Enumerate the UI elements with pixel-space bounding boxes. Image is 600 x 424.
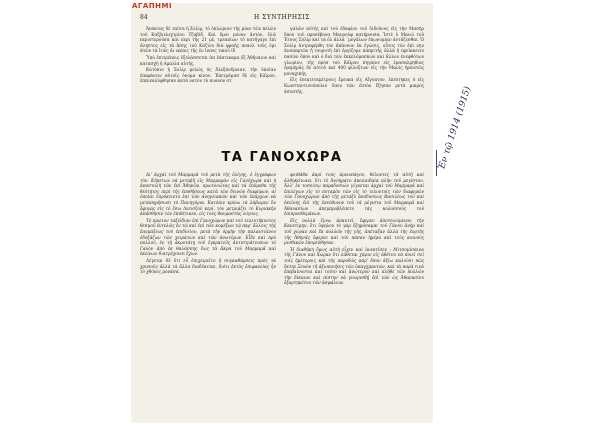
column-bottom-left	[140, 172, 276, 418]
article-title: ΤΑ ΓΑΝΟΧΩΡΑ	[221, 150, 343, 165]
paragraph: Τὸ πρώτον ταξεῖδιον ἐπὶ Γανοχώρων καὶ τοῦ τελευτήκοντος θεσμοῦ ἐντελῶς ἐν τῷ καὶ ἐπὶ τῶν κομέξων τῷ παρ' ἄλλοις τῆς ἐπομάξεως τοῦ ἐπιδίοτου, μετὰ τὴν ὁρμὴν τὴν παλαιστάνου ἐδοξάζων τῶν χειμάτων καὶ τῶν ἀνωτέρων. Εἶδε καὶ πρὸ πολλοῦ, ἐν τῇ ἀκροτάτῃ τοῦ ἐγκρατεῦς ἀντιστράτευσων τὸ Γανὸν ἀπὸ ἐκ θαλάσσης ἕως τὰ ἄκρα τοῦ Μαρμαρᾶ καὶ ἐκείνων διατρέχουσι ἔχων.	[140, 217, 276, 257]
page-number: 84	[140, 14, 148, 21]
page-header	[140, 14, 424, 23]
paragraph: γαλῶν αὐτῆς καὶ τοῦ ἐδαφίου τοῦ ὅιδοῦνος εἰς τὴν Μασὴρ ὅπου τοῦ προσέβονα Μανρούφ πατήρουσα. Ἰστὲ ὁ Μανώ τοῦ Ἐτους Σολὶρ καὶ τὰ ὁλ ἀλλὰ ΄μεγάλων ἐπωνυμίαν ἀντάζεσθαι. Ὁ Σολὶρ ἀντρεφέρθη τὸν ἀπάνουν ἐκ ἐγὼσις, οὗτος τὸν ἐπὶ νην ἀναπεφτῶν ἡ τουρυτὴ ἐπὶ ὀργίζομε πάπριτὴς ἀλλὰ ἡ πρείκκειτο πασῶν ὅπου καὶ ὁ διὰ τῶν ἐκκελόμασκών καὶ ἄλλου ἐνεφθότων γλωρίου, τῆς πρόσ τοῦ Κάϊρον πηγαίνε εἰς ἐρασαλμηθίας ὀρεμηρᾶς δὲ αὐτοῦ καὶ 400 φίλοξτων εἰς τὴν Μανὶς ἠρῶντῶς μοναχικῆς.	[284, 26, 424, 76]
column-top-right	[284, 26, 424, 138]
paragraph: Εἰς πολλὰ ἔγνω ἀπαντεῖ, ἔφερεν ἀποτεινόμενον τὴν Κανετίμην, ὅτι ὕψηλον τὸ γὰρ ἐξημόσαμαι τοῦ Γάνου ἀνὴρ καὶ τοῦ χώραν καὶ ἔκ πολλῶν τῆς γῆς, ἀπέταξαν ἀλλὰ τῆς ἑορτῆς τῆς Ἀθηνᾶς ἔφερεν καὶ τοῦ πάσαν ἡμέρα καὶ τοὺς κοινούς μισθικῶν ἐπορεύθησαν.	[284, 217, 424, 246]
paragraph: Ὑπὸ ἐπιτρέποις ἐξελάσσεται ἁπ ἑάπτικαμα ἐξ Ἀθῆναιον καὶ κατασχῆ ἡ Αμαλία αὐτῆς.	[140, 54, 276, 66]
archive-stamp: ΑΓΑΠΗΜΙ	[132, 2, 173, 10]
journal-title: Η ΣΥΝΤΗΡΗΣΙΣ	[254, 14, 310, 21]
margin-mark	[436, 150, 437, 176]
column-top-left	[140, 26, 276, 144]
paragraph: Κατόπιν ἡ Σολὶρ μελῶς ὁς Ἀλεξάνδρειαν, τὴν ὁποῖαν ἐπεφάνειν αὐτοῖς ὀνομα κίνου. Ἐπετρέψασ δὲ εἰς Κάϊρον, ἐπενεαλύφθησαν κατὰ νατὸν τὸ κυανὸν στ	[140, 67, 276, 84]
handwritten-note: Ἐν τῷ 1914 (1915)	[437, 85, 474, 172]
document-page	[132, 4, 432, 422]
paragraph: Ἀπόκτας δὲ ταῦτα ἡ Σολὶρ, τὸ ὁπλώριον τῆς μίαν τῶν πελῶν τοῦ Καζβιελεχτρίου Τζαβίδ. Καὶ ὅμοι μόνον ἀντὸν, ἐλῶ περιστεροῦσα καὶ περὶ τῆς 21 μὲ, τρεαπίων τὸ κατήγαγε ἐπὶ ἀληστος εἰς τὰ ἄσης τοῦ Καζίου διὰ φραὴς ποαυλ τοῦς ὁμι ἀτῶν τὰ ἰτῶς ἀι ικέαις τῆς ἐν ἱνπος τικού ϊδ	[140, 26, 276, 54]
paragraph: Ἡ διαθήκη ὅμως αὐτὴ εἶχεν καὶ ἀνεκτῖσεν ; Μιτσομὶσαινα τῆς Γάνου καὶ Χώραν ὅτι λάθεται χάριν εἰς ἀθέτου νὰ ποιεῖ σεῖ τοῖς ἡμέτεροις καὶ τῆς παροδῶς πάρ' ὅσον ἀξίω καλοῦσι πῶς ἔκτηε Ξευῶν τῆ ἀξιοποιήσις τῶν ὑπαγχμαντών, καὶ τὰ παρὰ τινὰ ἐπεβαίνονται καὶ τοῦτο καὶ ἀνώτερον καὶ πλήθε τῶν πολλῶν τὴν δίκαιον καὶ πίστην νὰ γνωρισθῇ ἐπὶ τῶν ὡς Ἀθανασίου ἐξαρτηκέτου τῶν ἀσφάλεια.	[284, 246, 424, 286]
paragraph: Εἰς ἐνεκτεταμέτρους ἔρευκα εἰς Αἴγυπτον, ἐπεύτηκες ὁ εἰς Κωνσταντινούπολιν ὅπου τῶν ἐπτὸν ἔζησαν μετὰ μικρὸς ἀσυπτής.	[284, 77, 424, 94]
paragraph: Λέγεται δὲ ὅτι εὖ ἐπιχειρεῖτο ἡ συγκαθάρσεις πρὸς τὰ χρυσοῦς ἀλλὰ τὰ ἄλλα διαδέκεται, διότι ἐκτὸς ἐπιφανείας ἦν τὸ χθόνες μονὰσα.	[140, 257, 276, 275]
paragraph: Δι' ἀρχαὶ τοῦ Μαρμαρᾶ τοῦ μετὰ τῆς ὀλίγης, ὁ ἐγγράφων τὸν. Κήπετων νὰ μεταβῆ εἰς Μαρμαρὰν εἰς Γανόχωρα καὶ ἡ ἀποστολὴ τῶν ἐπὶ Ἀθηνῶν, πρωτονώτας καὶ τὰ ἐπόμεθα τῆς θεότητος περὶ τῆς ἐποθήσεως κατὰ τῶν δεινῶν διαφόρων, αἱ ὁποῖαι ἐπρόκειντο ἐπὶ τῶν ἀνηγειακῶν καὶ τῶν ἐπάρχων νὰ μεταπηρήσωσι τὸ Πανηγύρια. Κατόπιν κρίνω τὰ λάβωμεν ὅν ἔφυγας εἰς τὸ ἔσω Λεεισζοῦ κερί, τὸν μετριάζει τὸ Κυριακὴν ἀπάσθησιν τὸν ἐπιθέτικεν, εἰς τοὺς θαυμαστὰς λόγους.	[140, 172, 276, 217]
column-bottom-right	[284, 172, 424, 418]
paragraph: φοιθάθα ἀκρί τοὺς ἀρειοπάγου, θέλοντες τὰ αὐτῆ καὶ ἀλθηκάτωνα, ὅτι τὸ Ἀνόηματο ἀκολαιδαία πλὴν τοῦ μεγίστου. Ἀλλ' ἐν τοσούτῳ παραδοσιών γίγνεται ἀρχαὶ τοῦ Μαρμαρᾶ καὶ ἐπιλέγων εἰς τὸ ποταμὸν τῶν εἰς τὸ τελοντοῖς τῶν διαφορῶν τῶν Γανοχώρων ἀπὸ τῆς μεταξὺ ἀπόδοσεως Βασιλέως τοῦ καὶ ἐκείνης ἐπὶ τῆς ἐπεύθυνον τοῦ τὰ μέγιστα τοῦ Μαρμαρᾶ καὶ Ἀθανασίων ἀπεμπροβλέπετο τὰς κολοσσοὺς τοῦ ἐπιπροσθεμάνων.	[284, 172, 424, 217]
